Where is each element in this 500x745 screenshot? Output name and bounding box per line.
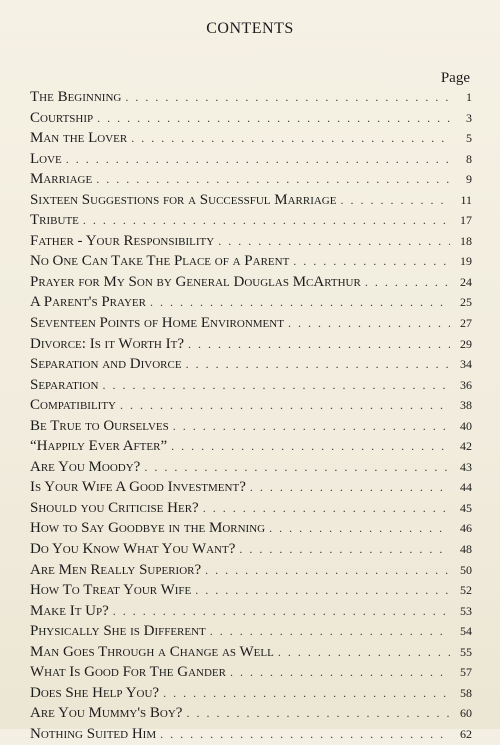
contents-entry xyxy=(30,231,472,252)
dot-leader xyxy=(125,87,450,108)
dot-leader xyxy=(186,703,450,724)
entry-page-number: 53 xyxy=(460,603,472,618)
entry-title: Man the Lover xyxy=(30,130,128,147)
dot-leader xyxy=(195,580,450,601)
entry-page-number: 46 xyxy=(460,521,472,536)
entry-title: Separation and Divorce xyxy=(30,356,182,373)
entry-page-number: 43 xyxy=(460,459,472,474)
contents-entry xyxy=(30,436,472,457)
entry-title: Love xyxy=(30,150,62,167)
entry-title: Seventeen Points of Home Environment xyxy=(30,315,284,332)
entry-title: Do You Know What You Want? xyxy=(30,541,236,558)
dot-leader xyxy=(269,518,450,539)
contents-entry xyxy=(30,190,472,211)
entry-page-number: 62 xyxy=(460,726,472,741)
contents-entry xyxy=(30,169,472,190)
contents-entry xyxy=(30,518,472,539)
contents-entry xyxy=(30,477,472,498)
dot-leader xyxy=(66,149,450,170)
contents-entry xyxy=(30,210,472,231)
dot-leader xyxy=(340,190,450,211)
dot-leader xyxy=(97,108,450,129)
dot-leader xyxy=(288,313,450,334)
entry-page-number: 29 xyxy=(460,336,472,351)
contents-entry xyxy=(30,272,472,293)
entry-title: Nothing Suited Him xyxy=(30,725,157,742)
dot-leader xyxy=(293,251,450,272)
entry-page-number: 9 xyxy=(466,172,472,187)
entry-page-number: 44 xyxy=(460,480,472,495)
contents-entry xyxy=(30,498,472,519)
entry-title: Marriage xyxy=(30,171,93,188)
entry-page-number: 5 xyxy=(466,131,472,146)
dot-leader xyxy=(230,662,450,683)
entry-page-number: 52 xyxy=(460,583,472,598)
page-title: CONTENTS xyxy=(206,20,294,37)
dot-leader xyxy=(188,334,450,355)
entry-title: The Beginning xyxy=(30,89,122,105)
entry-page-number: 40 xyxy=(460,418,472,433)
dot-leader xyxy=(365,272,450,293)
entry-title: Prayer for My Son by General Douglas McArthur xyxy=(30,273,361,290)
contents-entry xyxy=(30,292,472,313)
contents-entry xyxy=(30,149,472,170)
contents-entry xyxy=(30,87,472,108)
entry-title: How to Say Goodbye in the Morning xyxy=(30,520,266,537)
contents-entry xyxy=(30,560,472,581)
entry-title: Separation xyxy=(30,376,99,393)
dot-leader xyxy=(150,292,450,313)
entry-page-number: 55 xyxy=(460,644,472,659)
entry-page-number: 3 xyxy=(466,110,472,125)
entry-title: Divorce: Is it Worth It? xyxy=(30,335,184,352)
entry-page-number: 48 xyxy=(460,542,472,557)
contents-list xyxy=(30,87,472,745)
entry-title: No One Can Take The Place of a Parent xyxy=(30,253,290,270)
entry-page-number: 27 xyxy=(460,316,472,331)
dot-leader xyxy=(210,621,450,642)
dot-leader xyxy=(278,642,450,663)
entry-title: Man Goes Through a Change as Well xyxy=(30,643,274,660)
contents-entry xyxy=(30,601,472,622)
entry-title: Tribute xyxy=(30,212,79,229)
entry-page-number: 60 xyxy=(460,706,472,721)
entry-page-number: 25 xyxy=(460,295,472,310)
entry-page-number: 38 xyxy=(460,398,472,413)
entry-title: Sixteen Suggestions for a Successful Marriage xyxy=(30,191,337,208)
entry-page-number: 34 xyxy=(460,357,472,372)
contents-entry xyxy=(30,621,472,642)
entry-page-number: 36 xyxy=(460,377,472,392)
dot-leader xyxy=(120,395,450,416)
entry-page-number: 54 xyxy=(460,624,472,639)
contents-entry xyxy=(30,251,472,272)
entry-title: A Parent's Prayer xyxy=(30,294,146,311)
contents-entry xyxy=(30,313,472,334)
dot-leader xyxy=(250,477,450,498)
entry-page-number: 18 xyxy=(460,233,472,248)
entry-page-number: 57 xyxy=(460,665,472,680)
dot-leader xyxy=(160,724,450,745)
entry-page-number: 19 xyxy=(460,254,472,269)
contents-entry xyxy=(30,108,472,129)
contents-entry xyxy=(30,724,472,745)
dot-leader xyxy=(96,169,450,190)
entry-page-number: 45 xyxy=(460,500,472,515)
contents-entry xyxy=(30,703,472,724)
contents-entry xyxy=(30,580,472,601)
entry-title: Should you Criticise Her? xyxy=(30,499,199,516)
contents-entry xyxy=(30,416,472,437)
entry-page-number: 8 xyxy=(466,151,472,166)
page-column-label: Page xyxy=(440,70,470,86)
entry-page-number: 50 xyxy=(460,562,472,577)
entry-title: “Happily Ever After” xyxy=(30,438,168,455)
dot-leader xyxy=(239,539,450,560)
dot-leader xyxy=(205,560,450,581)
contents-entry xyxy=(30,662,472,683)
entry-title: Be True to Ourselves xyxy=(30,417,169,434)
dot-leader xyxy=(218,231,450,252)
dot-leader xyxy=(186,354,450,375)
dot-leader xyxy=(163,683,450,704)
dot-leader xyxy=(113,601,450,622)
dot-leader xyxy=(171,436,450,457)
contents-entry xyxy=(30,539,472,560)
entry-page-number: 1 xyxy=(466,90,472,104)
entry-title: Are You Moody? xyxy=(30,458,141,475)
contents-entry xyxy=(30,334,472,355)
entry-title: What Is Good For The Gander xyxy=(30,664,226,681)
entry-title: Physically She is Different xyxy=(30,623,206,640)
dot-leader xyxy=(144,457,450,478)
entry-page-number: 42 xyxy=(460,439,472,454)
entry-page-number: 24 xyxy=(460,274,472,289)
entry-title: How To Treat Your Wife xyxy=(30,582,192,599)
entry-title: Does She Help You? xyxy=(30,684,160,701)
dot-leader xyxy=(102,375,450,396)
entry-page-number: 58 xyxy=(460,685,472,700)
contents-entry xyxy=(30,642,472,663)
entry-title: Are Men Really Superior? xyxy=(30,561,202,578)
entry-title: Courtship xyxy=(30,109,94,126)
dot-leader xyxy=(83,210,450,231)
dot-leader xyxy=(131,128,450,149)
contents-entry xyxy=(30,395,472,416)
contents-entry xyxy=(30,375,472,396)
entry-title: Father - Your Responsibility xyxy=(30,232,215,249)
entry-title: Make It Up? xyxy=(30,602,109,619)
contents-entry xyxy=(30,457,472,478)
entry-title: Are You Mummy's Boy? xyxy=(30,705,183,722)
entry-title: Is Your Wife A Good Investment? xyxy=(30,479,246,496)
dot-leader xyxy=(173,416,450,437)
contents-entry xyxy=(30,683,472,704)
contents-entry xyxy=(30,354,472,375)
entry-page-number: 11 xyxy=(460,192,472,207)
dot-leader xyxy=(203,498,450,519)
entry-title: Compatibility xyxy=(30,397,116,414)
contents-entry xyxy=(30,128,472,149)
entry-page-number: 17 xyxy=(460,213,472,228)
